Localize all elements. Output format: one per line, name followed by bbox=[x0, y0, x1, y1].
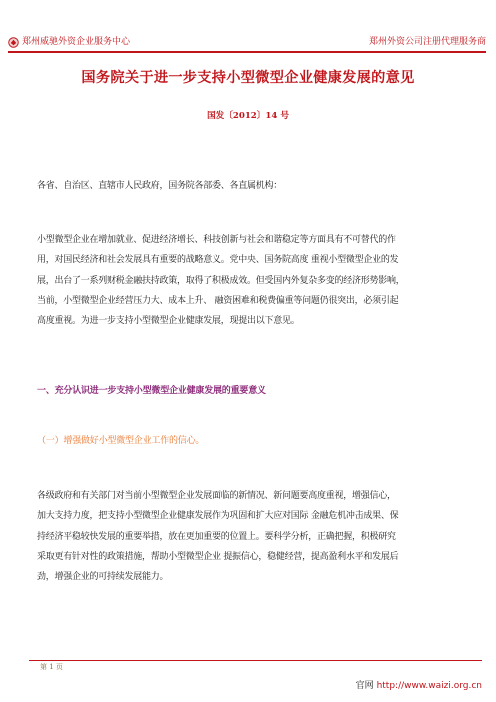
page-number: 第 1 页 bbox=[40, 663, 63, 671]
salutation-text: 各省、自治区、直辖市人民政府，国务院各部委、各直属机构： bbox=[37, 181, 283, 191]
paragraph-line: 小型微型企业在增加就业、促进经济增长、科技创新与社会和谐稳定等方面具有不可替代的作 bbox=[37, 235, 396, 245]
paragraph-line: 加大支持力度，把支持小型微型企业健康发展作为巩固和扩大应对国际 金融危机冲击成果、保 bbox=[37, 511, 399, 522]
paragraph-intro bbox=[37, 230, 461, 331]
company-logo-icon bbox=[8, 37, 19, 48]
footer-website bbox=[356, 678, 482, 691]
paragraph-line: 采取更有针对性的政策措施，帮助小型微型企业 提振信心，稳健经营，提高盈利水平和发展后 bbox=[37, 551, 399, 562]
header-tagline: 郑州外资公司注册代理服务商 bbox=[368, 37, 486, 47]
paragraph-line: 展，出台了一系列财税金融扶持政策，取得了积极成效。但受国内外复杂多变的经济形势影响， bbox=[37, 275, 405, 286]
paragraph-line: 当前，小型微型企业经营压力大、成本上升、 融资困难和税费偏重等问题仍很突出，必须引起 bbox=[37, 295, 399, 306]
paragraph-confidence bbox=[37, 486, 461, 587]
header-org-name: 郑州威驰外资企业服务中心 bbox=[22, 37, 131, 47]
paragraph-line: 各级政府和有关部门对当前小型微型企业发展面临的新情况、新问题要高度重视，增强信心， bbox=[37, 491, 396, 501]
document-number: 国发〔2012〕14 号 bbox=[207, 111, 289, 121]
subsection-heading-1: （一）增强做好小型微型企业工作的信心。 bbox=[37, 436, 205, 446]
paragraph-line: 用，对国民经济和社会发展具有重要的战略意义。党中央、国务院高度 重视小型微型企业的发 bbox=[37, 255, 399, 266]
paragraph-line: 持经济平稳较快发展的重要举措，放在更加重要的位置上。要科学分析，正确把握，积极研究 bbox=[37, 531, 396, 542]
website-label: 官网 bbox=[355, 681, 374, 691]
section-heading-1: 一、充分认识进一步支持小型微型企业健康发展的重要意义 bbox=[37, 386, 266, 396]
website-link[interactable]: http://www.waizi.org.cn bbox=[376, 681, 482, 691]
document-title: 国务院关于进一步支持小型微型企业健康发展的意见 bbox=[81, 70, 415, 86]
header-divider bbox=[8, 51, 486, 53]
salutation bbox=[37, 176, 461, 196]
paragraph-line: 高度重视。为进一步支持小型微型企业健康发展，现提出以下意见。 bbox=[37, 316, 300, 327]
header-left bbox=[8, 36, 130, 48]
paragraph-line: 劲，增强企业的可持续发展能力。 bbox=[37, 572, 169, 583]
footer-divider bbox=[29, 660, 482, 661]
page-header bbox=[8, 36, 486, 50]
